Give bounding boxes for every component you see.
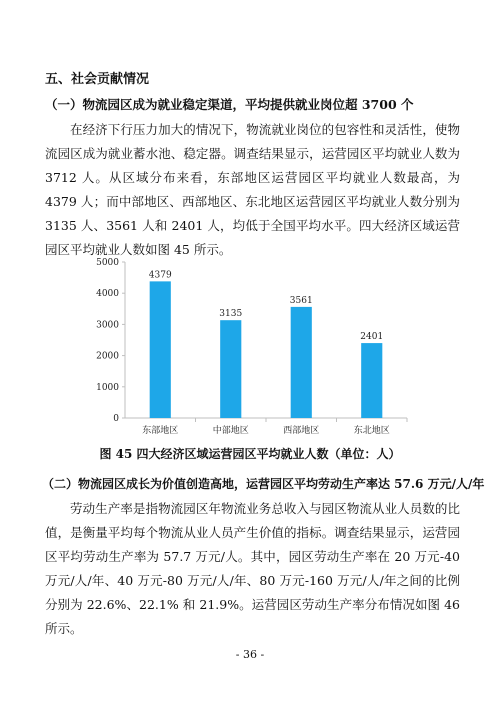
x-category-label: 西部地区 (283, 426, 320, 436)
x-category-label: 中部地区 (212, 426, 249, 436)
y-tick-label: 1000 (96, 382, 119, 393)
y-tick-label: 2000 (96, 351, 119, 362)
bar (291, 307, 312, 418)
y-tick-label: 5000 (96, 258, 119, 268)
y-tick-label: 0 (113, 414, 119, 424)
y-tick-label: 3000 (96, 320, 119, 331)
section-heading: 五、社会贡献情况 (45, 72, 150, 87)
chart-svg (85, 252, 415, 444)
bar (150, 281, 171, 418)
x-category-label: 东部地区 (142, 426, 179, 436)
subsection-heading-productivity: （二）物流园区成长为价值创造高地，运营园区平均劳动生产率达 57.6 万元/人/年 (42, 477, 485, 491)
data-label: 4379 (148, 270, 172, 281)
page-number: - 36 - (235, 648, 265, 661)
paragraph-employment: 在经济下行压力加大的情况下，物流就业岗位的包容性和灵活性，使物流园区成为就业蓄水池、稳定器。调查结果显示，运营园区平均就业人数为 3712 人。从区域分布来看，东部地区运营园区平均就业人数最高，为 4379 人；而中部地区、西部地区、东北地区运营园区平均就业人数分别为 3135 人、3561 人和 2401 人，均低于全国平均水平。四大经济区域运营园区平均就业人数如图 45 所示。 (45, 122, 460, 257)
bar (220, 320, 241, 418)
x-category-label: 东北地区 (353, 426, 390, 436)
data-label: 3561 (289, 295, 313, 306)
data-label: 3135 (219, 309, 243, 320)
bar (361, 343, 382, 418)
y-tick-label: 4000 (96, 289, 119, 300)
figure-caption: 图 45 四大经济区域运营园区平均就业人数（单位：人） (99, 447, 401, 461)
employment-bar-chart (85, 252, 415, 444)
data-label: 2401 (360, 332, 384, 343)
subsection-heading-employment: （一）物流园区成为就业稳定渠道，平均提供就业岗位超 3700 个 (45, 97, 414, 112)
paragraph-productivity: 劳动生产率是指物流园区年物流业务总收入与园区物流从业人员数的比值，是衡量平均每个物流从业人员产生价值的指标。调查结果显示，运营园区平均劳动生产率为 57.7 万元/人。其中，园区劳动生产率在 20 万元-40 万元/人/年、40 万元-80 万元/人/年、80 万元-160 万元/人/年之间的比例分别为 22.6%、22.1% 和 21.9%。运营园区劳动生产率分布情况如图 46 所示。 (45, 501, 460, 636)
